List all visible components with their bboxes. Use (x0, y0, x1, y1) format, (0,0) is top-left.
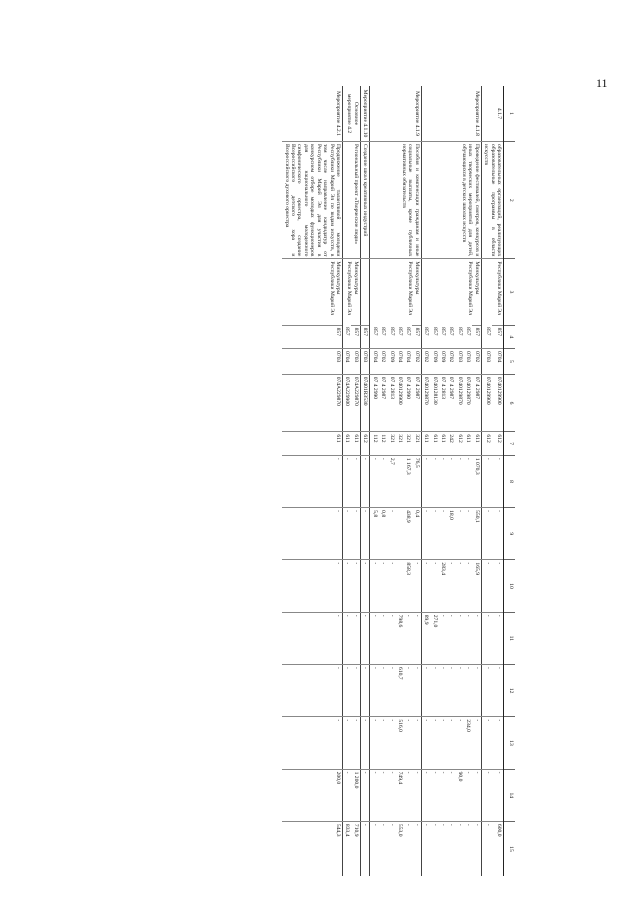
rotated-page-content (85, 86, 515, 876)
funding-value: - (370, 821, 379, 876)
funding-value: - (492, 612, 503, 664)
funding-value: - (342, 508, 351, 560)
funding-value: - (472, 665, 481, 717)
column-number: 8 (504, 455, 516, 507)
section-code: 0709 (430, 349, 438, 375)
funding-value: 1 200,0 (351, 769, 360, 821)
funding-value: - (360, 612, 369, 664)
target-article-code: 0740128130 (430, 374, 438, 432)
funding-value: - (447, 455, 455, 507)
funding-value: - (472, 717, 481, 769)
section-code: 0703 (360, 349, 369, 375)
funding-value: - (430, 717, 438, 769)
grbs-code: 857 (282, 325, 342, 348)
grbs-code: 857 (472, 325, 481, 348)
funding-value: - (282, 455, 342, 507)
funding-value: - (481, 665, 492, 717)
funding-value: - (464, 455, 472, 507)
funding-value: - (492, 665, 503, 717)
grbs-code: 857 (344, 327, 351, 336)
funding-value: - (464, 821, 472, 876)
item-description: Создание школ креативных индустрий (360, 142, 369, 259)
page-number: 11 (596, 76, 608, 90)
funding-value: - (370, 455, 379, 507)
funding-value: - (455, 508, 463, 560)
target-article-code: 0740129870 (455, 374, 463, 432)
funding-value: 798,6 (396, 612, 404, 664)
funding-value: - (455, 665, 463, 717)
funding-value: - (412, 717, 421, 769)
column-number: 7 (504, 432, 516, 455)
funding-value: - (430, 455, 438, 507)
funding-value: - (481, 508, 492, 560)
budget-table (282, 86, 515, 876)
funding-value: - (282, 612, 342, 664)
responsible-executor (360, 259, 369, 325)
target-article-code: 07 4 2987 (472, 374, 481, 432)
funding-value: - (421, 821, 430, 876)
funding-value: - (430, 769, 438, 821)
funding-value: 89,9 (421, 612, 430, 664)
funding-value: 553,0 (396, 821, 404, 876)
funding-value: - (342, 769, 351, 821)
funding-value: - (472, 821, 481, 876)
table-body (282, 86, 503, 876)
funding-value: 749,4 (396, 769, 404, 821)
expense-type-code: 612 (481, 432, 492, 455)
funding-value: - (464, 665, 472, 717)
grbs-code: 857 (431, 327, 438, 336)
rotated-table-area (85, 86, 515, 876)
funding-value: 610,7 (396, 665, 404, 717)
funding-value: 2,7 (387, 455, 395, 507)
funding-value: - (430, 821, 438, 876)
expense-type-code: 612 (492, 432, 503, 455)
funding-value: - (464, 560, 472, 612)
funding-value: 516,0 (396, 717, 404, 769)
funding-value: - (404, 821, 412, 876)
funding-value: - (421, 560, 430, 612)
item-number: Мероприятие 4.2.1 (282, 86, 342, 142)
funding-value: - (492, 455, 503, 507)
item-number: Мероприятие 4.1.9 (370, 86, 422, 142)
funding-value: - (379, 769, 387, 821)
funding-value: - (447, 769, 455, 821)
column-number: 6 (504, 374, 516, 432)
section-code: 0704 (370, 349, 379, 375)
funding-value: - (464, 508, 472, 560)
funding-value: - (379, 560, 387, 612)
grbs-code: 857 (388, 327, 395, 336)
funding-value: - (455, 821, 463, 876)
funding-value: 76,5 (412, 455, 421, 507)
funding-value: - (370, 665, 379, 717)
expense-type-code: 611 (421, 432, 430, 455)
grbs-code: 857 (380, 327, 387, 336)
column-number: 2 (504, 142, 516, 259)
grbs-code: 857 (351, 325, 360, 348)
column-number: 10 (504, 560, 516, 612)
funding-value: - (370, 769, 379, 821)
column-number: 5 (504, 349, 516, 375)
funding-value: - (412, 612, 421, 664)
funding-value: - (351, 717, 360, 769)
expense-type-code: 611 (282, 432, 342, 455)
funding-value: 0,8 (379, 508, 387, 560)
target-article-code: 0740129870 (464, 374, 472, 432)
funding-value: - (412, 560, 421, 612)
expense-type-code: 321 (404, 432, 412, 455)
funding-value: - (342, 665, 351, 717)
funding-value: 544,3 (282, 821, 342, 876)
grbs-code: 857 (492, 325, 503, 348)
section-code: 0704 (492, 349, 503, 375)
responsible-executor: Минкультуры Республики Марий Эл (370, 259, 422, 325)
grbs-code: 857 (465, 327, 472, 336)
target-article-code: 0740129900 (481, 374, 492, 432)
funding-value: - (282, 665, 342, 717)
funding-value: - (360, 769, 369, 821)
target-article-code: 07 4 2990 (370, 374, 379, 432)
funding-value: - (492, 508, 503, 560)
funding-value: - (421, 769, 430, 821)
funding-value: - (379, 665, 387, 717)
funding-value: - (481, 612, 492, 664)
column-number-header (504, 86, 516, 876)
funding-value: - (360, 508, 369, 560)
funding-value: - (387, 769, 395, 821)
funding-value: 234,0 (464, 717, 472, 769)
target-article-code: 074A229870 (351, 374, 360, 432)
column-number: 3 (504, 259, 516, 325)
section-code: 0703 (351, 349, 360, 375)
section-code: 0709 (439, 349, 447, 375)
item-description: Продвижение талантливой молодежи Республики Марий Эл по видам искусств, в том числе направление кандидатур от Республики Марий Эл для участия в конкурсном отборе молодых функционеров для национального молодежного симфонического оркестра, создание Всероссийского детского хора и Всероссийского духового оркестра (282, 142, 342, 259)
target-article-code: 0740129900 (492, 374, 503, 432)
expense-type-code: 112 (370, 432, 379, 455)
funding-value: - (379, 717, 387, 769)
funding-value: - (472, 612, 481, 664)
grbs-code: 857 (485, 327, 492, 336)
expense-type-code: 611 (430, 432, 438, 455)
funding-value: 271,0 (430, 612, 438, 664)
funding-value: - (387, 612, 395, 664)
funding-value: - (492, 769, 503, 821)
funding-value: - (404, 612, 412, 664)
funding-value: - (360, 455, 369, 507)
funding-value: - (447, 560, 455, 612)
expense-type-code: 321 (412, 432, 421, 455)
column-number: 1 (504, 86, 516, 142)
funding-value: 600,0 (492, 821, 503, 876)
funding-value: - (481, 560, 492, 612)
expense-type-code: 611 (439, 432, 447, 455)
funding-value: 1 070,3 (472, 455, 481, 507)
funding-value: - (421, 717, 430, 769)
funding-value: - (370, 612, 379, 664)
grbs-code: 857 (456, 327, 463, 336)
column-number: 11 (504, 612, 516, 664)
funding-value: - (282, 717, 342, 769)
section-code: 0702 (472, 349, 481, 375)
funding-value: - (387, 821, 395, 876)
section-code: 0703 (464, 349, 472, 375)
funding-value: - (421, 665, 430, 717)
expense-type-code: 321 (387, 432, 395, 455)
funding-value: - (342, 455, 351, 507)
funding-value: 550,1 (472, 508, 481, 560)
target-article-code: 07401R3530 (360, 374, 369, 432)
funding-value: - (379, 455, 387, 507)
funding-value: - (447, 717, 455, 769)
grbs-code: 857 (448, 327, 455, 336)
funding-value: - (481, 717, 492, 769)
grbs-code: 857 (371, 327, 378, 336)
table-row (351, 86, 360, 876)
section-code: 0703 (455, 349, 463, 375)
target-article-code: 0740129900 (396, 374, 404, 432)
funding-value: - (447, 612, 455, 664)
funding-value: - (430, 508, 438, 560)
funding-value: - (464, 612, 472, 664)
responsible-executor: Республики Марий Эл (481, 259, 503, 325)
funding-value: 858,3 (404, 560, 412, 612)
funding-value: - (351, 560, 360, 612)
funding-value: - (282, 508, 342, 560)
section-code: 0704 (342, 349, 351, 375)
funding-value: - (455, 717, 463, 769)
funding-value: - (464, 769, 472, 821)
funding-value: - (439, 508, 447, 560)
item-number: Основное мероприятие 4.2 (342, 86, 360, 142)
section-code: 0703 (481, 349, 492, 375)
funding-value: - (387, 560, 395, 612)
funding-value: 5,8 (370, 508, 379, 560)
column-number: 13 (504, 717, 516, 769)
expense-type-code: 242 (447, 432, 455, 455)
responsible-executor: Минкультуры Республики Марий Эл (282, 259, 342, 325)
funding-value: - (370, 560, 379, 612)
expense-type-code: 112 (379, 432, 387, 455)
grbs-code: 857 (423, 327, 430, 336)
funding-value: - (379, 821, 387, 876)
table-row (472, 86, 481, 876)
funding-value: - (404, 769, 412, 821)
funding-value: 18,0 (447, 508, 455, 560)
funding-value: - (439, 665, 447, 717)
funding-value: - (481, 455, 492, 507)
section-code: 0702 (447, 349, 455, 375)
column-number: 9 (504, 508, 516, 560)
table-row (360, 86, 369, 876)
funding-value: - (472, 769, 481, 821)
funding-value: 833,4 (342, 821, 351, 876)
grbs-code: 857 (396, 327, 403, 336)
funding-value (396, 455, 404, 507)
funding-value: - (492, 560, 503, 612)
section-code: 0702 (421, 349, 430, 375)
target-article-code: 074A229900 (342, 374, 351, 432)
target-article-code: 074A229870 (282, 374, 342, 432)
funding-value: - (412, 769, 421, 821)
item-description: образовательных организаций, реализующих образовательные программы в области искусств (481, 142, 503, 259)
funding-value: - (481, 769, 492, 821)
funding-value: - (387, 665, 395, 717)
table-row (492, 86, 503, 876)
funding-value: - (360, 560, 369, 612)
target-article-code: 07 4 2987 (379, 374, 387, 432)
funding-value: - (379, 612, 387, 664)
item-number: 4.1.7 (481, 86, 503, 142)
target-article-code: 07 4 2990 (404, 374, 412, 432)
funding-value: 90,0 (455, 769, 463, 821)
funding-value: - (387, 508, 395, 560)
funding-value: - (404, 717, 412, 769)
expense-type-code: 321 (396, 432, 404, 455)
grbs-code: 857 (440, 327, 447, 336)
funding-value: - (455, 455, 463, 507)
funding-value: - (421, 455, 430, 507)
section-code: 0704 (404, 349, 412, 375)
target-article-code: 0740129870 (421, 374, 430, 432)
item-number: Мероприятие 4.1.8 (421, 86, 481, 142)
funding-value: 200,0 (282, 769, 342, 821)
funding-value: - (439, 717, 447, 769)
funding-value: 283,4 (439, 560, 447, 612)
funding-value: - (342, 560, 351, 612)
funding-value: - (370, 717, 379, 769)
grbs-code: 857 (360, 325, 369, 348)
expense-type-code: 612 (360, 432, 369, 455)
funding-value: - (481, 821, 492, 876)
expense-type-code: 611 (472, 432, 481, 455)
funding-value: 165,9 (472, 560, 481, 612)
funding-value: - (447, 665, 455, 717)
funding-value: - (439, 821, 447, 876)
funding-value: - (351, 612, 360, 664)
column-number: 15 (504, 821, 516, 876)
funding-value: - (439, 455, 447, 507)
funding-value: - (455, 560, 463, 612)
responsible-executor: Минкультуры Республики Марий Эл (421, 259, 481, 325)
item-number: Мероприятие 4.1.10 (360, 86, 369, 142)
funding-value (396, 560, 404, 612)
funding-value: - (439, 769, 447, 821)
expense-type-code: 611 (464, 432, 472, 455)
funding-value: - (360, 665, 369, 717)
funding-value: - (282, 560, 342, 612)
funding-value: 0,4 (412, 508, 421, 560)
section-code: 0709 (387, 349, 395, 375)
funding-value: - (455, 612, 463, 664)
funding-value: - (404, 665, 412, 717)
funding-value: - (360, 717, 369, 769)
item-description: Региональный проект «Творческие люди» (342, 142, 360, 259)
section-code: 0702 (379, 349, 387, 375)
column-number: 12 (504, 665, 516, 717)
funding-value: 1 167,3 (404, 455, 412, 507)
funding-value (396, 508, 404, 560)
column-number: 4 (504, 325, 516, 348)
target-article-code: 07 4 2813 (439, 374, 447, 432)
funding-value: - (430, 665, 438, 717)
column-number: 14 (504, 769, 516, 821)
funding-value: - (360, 821, 369, 876)
table-row (412, 86, 421, 876)
funding-value: - (430, 560, 438, 612)
funding-value: - (447, 821, 455, 876)
funding-value: - (351, 665, 360, 717)
target-article-code: 07 4 2813 (387, 374, 395, 432)
funding-value: 710,9 (351, 821, 360, 876)
section-code: 0704 (396, 349, 404, 375)
funding-value: - (439, 612, 447, 664)
funding-value: - (342, 717, 351, 769)
target-article-code: 07 4 2987 (447, 374, 455, 432)
funding-value: - (492, 717, 503, 769)
funding-value: - (351, 455, 360, 507)
funding-value: - (342, 612, 351, 664)
table-row (282, 86, 342, 876)
responsible-executor: Минкультуры Республики Марий Эл (342, 259, 360, 325)
item-description: Проведение фестивалей, смотров, конкурсов и иных творческих мероприятий для детей, обучающихся в детских школах искусств (421, 142, 481, 259)
funding-value: - (421, 508, 430, 560)
item-description: Пособия и компенсации гражданам и иные социальные выплаты, кроме публичных нормативных обязательств (370, 142, 422, 259)
section-code: 0703 (282, 349, 342, 375)
expense-type-code: 611 (342, 432, 351, 455)
grbs-code: 857 (412, 325, 421, 348)
section-code: 0702 (412, 349, 421, 375)
funding-value: - (412, 821, 421, 876)
target-article-code: 07 4 2987 (412, 374, 421, 432)
funding-value: - (387, 717, 395, 769)
funding-value: - (351, 508, 360, 560)
expense-type-code: 612 (455, 432, 463, 455)
funding-value: - (412, 665, 421, 717)
funding-value: 438,9 (404, 508, 412, 560)
grbs-code: 857 (405, 327, 412, 336)
expense-type-code: 611 (351, 432, 360, 455)
